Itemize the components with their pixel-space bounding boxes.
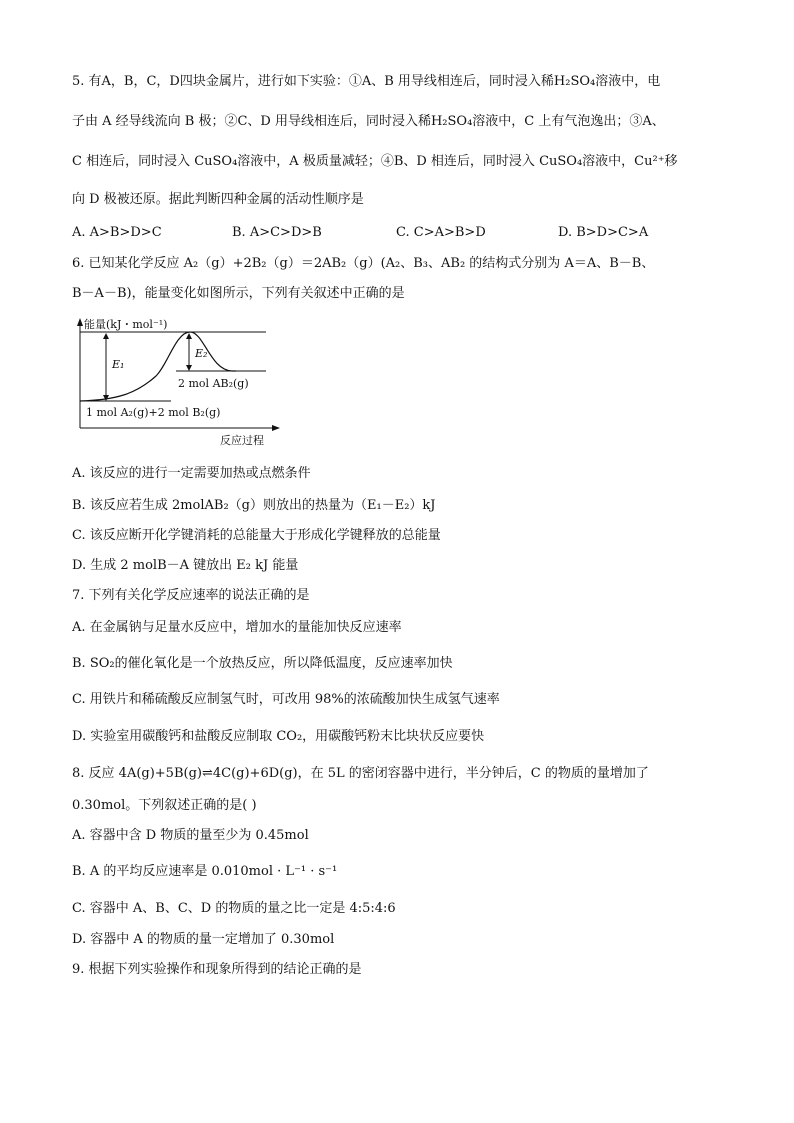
energy-curve: [80, 332, 236, 401]
q7-option-b: B. SO₂的催化氧化是一个放热反应，所以降低温度，反应速率加快: [72, 656, 453, 671]
q7-option-d: D. 实验室用碳酸钙和盐酸反应制取 CO₂，用碳酸钙粉末比块状反应要快: [72, 729, 485, 744]
q6-line-2: B－A－B)，能量变化如图所示，下列有关叙述中正确的是: [72, 286, 405, 301]
q5-line-4: 向 D 极被还原。据此判断四种金属的活动性顺序是: [72, 192, 364, 207]
q6-line-1: 6. 已知某化学反应 A₂（g）+2B₂（g）＝2AB₂（g）(A₂、B₃、AB₂ 的结构式分别为 A＝A、B－B、: [72, 256, 655, 271]
q5-option-a: A. A>B>D>C: [72, 225, 162, 240]
q8-option-d: D. 容器中 A 的物质的量一定增加了 0.30mol: [72, 932, 335, 947]
q5-line-3: C 相连后，同时浸入 CuSO₄溶液中，A 极质量减轻；④B、D 相连后，同时浸入 CuSO₄溶液中，Cu²⁺移: [72, 154, 678, 169]
q5-line-2: 子由 A 经导线流向 B 极；②C、D 用导线相连后，同时浸入稀H₂SO₄溶液中，C 上有气泡逸出；③A、: [72, 114, 665, 129]
q6-option-d: D. 生成 2 molB－A 键放出 E₂ kJ 能量: [72, 558, 299, 573]
y-axis-label: 能量(kJ・mol⁻¹): [84, 318, 168, 331]
q5-option-d: D. B>D>C>A: [558, 225, 649, 240]
q6-option-a: A. 该反应的进行一定需要加热或点燃条件: [72, 466, 311, 481]
q7-option-a: A. 在金属钠与足量水反应中，增加水的量能加快反应速率: [72, 620, 402, 635]
q8-option-a: A. 容器中含 D 物质的量至少为 0.45mol: [72, 828, 309, 843]
e2-arrow-head-down: [186, 365, 192, 371]
q7-option-c: C. 用铁片和稀硫酸反应制氢气时，可改用 98%的浓硫酸加快生成氢气速率: [72, 692, 500, 707]
reactant-label: 1 mol A₂(g)+2 mol B₂(g): [86, 406, 221, 419]
q8-line-2: 0.30mol。下列叙述正确的是( ): [72, 798, 257, 813]
q6-option-c: C. 该反应断开化学键消耗的总能量大于形成化学键释放的总能量: [72, 528, 441, 543]
y-axis-arrow: [77, 318, 83, 326]
e2-label: E₂: [195, 347, 208, 360]
q7-stem: 7. 下列有关化学反应速率的说法正确的是: [72, 588, 310, 603]
e2-arrow-head-up: [186, 333, 192, 339]
energy-diagram-svg: [76, 316, 286, 446]
q5-option-c: C. C>A>B>D: [396, 225, 486, 240]
x-axis-arrow: [272, 425, 280, 431]
q5-line-1: 5. 有A，B，C，D四块金属片，进行如下实验：①A、B 用导线相连后，同时浸入稀H₂SO₄溶液中，电: [72, 74, 661, 89]
energy-diagram: [76, 316, 286, 446]
product-label: 2 mol AB₂(g): [178, 377, 249, 390]
x-axis-label: 反应过程: [220, 434, 264, 447]
q8-option-b: B. A 的平均反应速率是 0.010mol · L⁻¹ · s⁻¹: [72, 864, 338, 879]
q5-option-b: B. A>C>D>B: [232, 225, 322, 240]
q8-option-c: C. 容器中 A、B、C、D 的物质的量之比一定是 4:5:4:6: [72, 901, 396, 916]
q6-option-b: B. 该反应若生成 2molAB₂（g）则放出的热量为（E₁－E₂）kJ: [72, 498, 436, 513]
e1-label: E₁: [112, 358, 125, 371]
q9-stem: 9. 根据下列实验操作和现象所得到的结论正确的是: [72, 962, 362, 977]
q8-line-1: 8. 反应 4A(g)+5B(g)⇌4C(g)+6D(g)，在 5L 的密闭容器中进行，半分钟后，C 的物质的量增加了: [72, 766, 649, 781]
e1-arrow-head-up: [103, 333, 109, 339]
